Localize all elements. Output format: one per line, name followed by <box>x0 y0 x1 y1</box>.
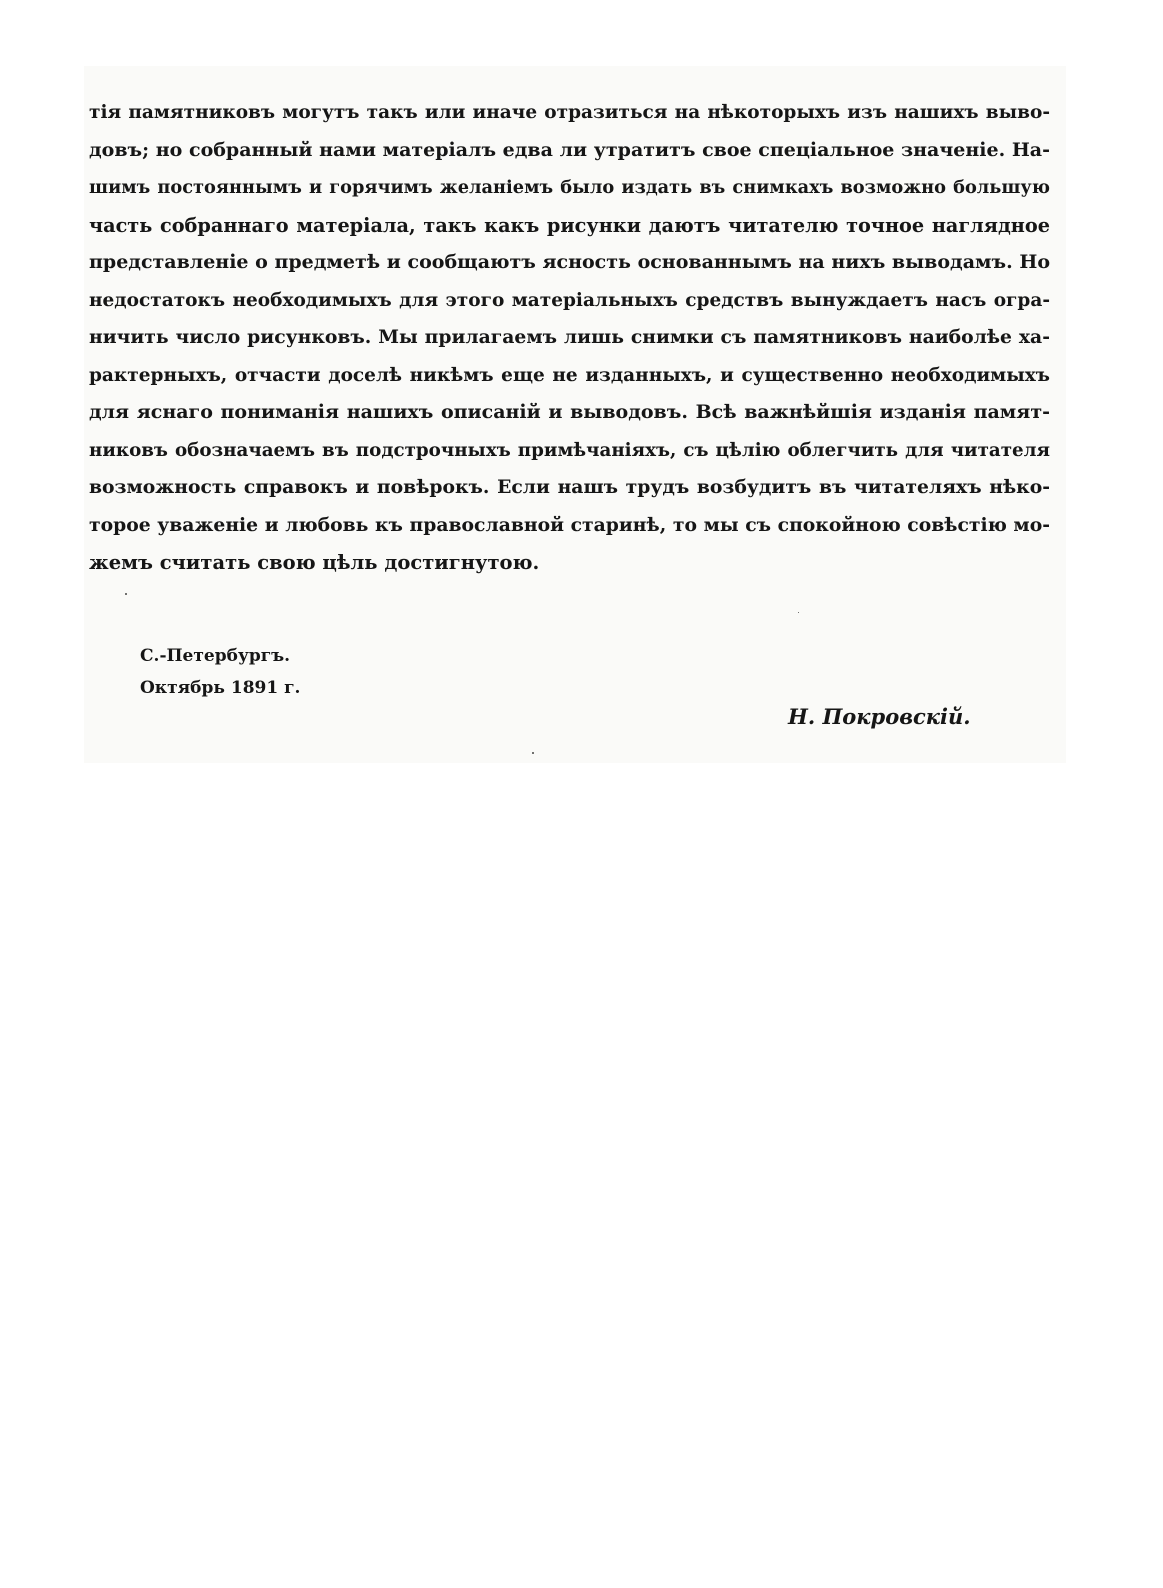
text-line: тія памятниковъ могутъ такъ или иначе отразиться на нѣкоторыхъ изъ нашихъ выво- <box>89 102 1050 123</box>
text-line: жемъ считать свою цѣль достигнутою. <box>89 551 540 574</box>
text-line: рактерныхъ, отчасти доселѣ никѣмъ еще не изданныхъ, и существенно необходимыхъ <box>89 364 1050 386</box>
text-line: недостатокъ необходимыхъ для этого матеріальныхъ средствъ вынуждаетъ насъ огра- <box>89 289 1050 311</box>
place-and-date <box>140 640 300 704</box>
text-line: ничить число рисунковъ. Мы прилагаемъ лишь снимки съ памятниковъ наиболѣе ха- <box>89 326 1050 348</box>
text-line: часть собраннаго матеріала, такъ какъ рисунки даютъ читателю точное наглядное <box>89 213 1050 237</box>
scan-speck <box>125 593 127 595</box>
text-line: возможность справокъ и повѣрокъ. Если нашъ трудъ возбудитъ въ читателяхъ нѣко- <box>89 476 1050 498</box>
text-line: для яснаго пониманія нашихъ описаній и выводовъ. Всѣ важнѣйшія изданія памят- <box>89 401 1050 423</box>
place-line: С.-Петербургъ. <box>140 646 291 666</box>
text-line: торое уваженіе и любовь къ православной старинѣ, то мы съ спокойною совѣстію мо- <box>89 513 1050 536</box>
text-line: представленіе о предметѣ и сообщаютъ ясность основаннымъ на нихъ выводамъ. Но <box>89 251 1050 273</box>
date-line: Октябрь 1891 г. <box>140 678 301 698</box>
scan-speck <box>532 752 534 754</box>
scan-speck <box>798 612 799 613</box>
preface-body-text <box>89 94 1050 582</box>
text-line: никовъ обозначаемъ въ подстрочныхъ примѣчаніяхъ, съ цѣлію облегчить для читателя <box>89 439 1050 461</box>
text-line: довъ; но собранный нами матеріалъ едва ли утратитъ свое спеціальное значеніе. На- <box>89 138 1050 161</box>
author-signature: Н. Покровскій. <box>788 704 971 729</box>
text-line: шимъ постояннымъ и горячимъ желаніемъ было издать въ снимкахъ возможно большую <box>89 177 1050 198</box>
